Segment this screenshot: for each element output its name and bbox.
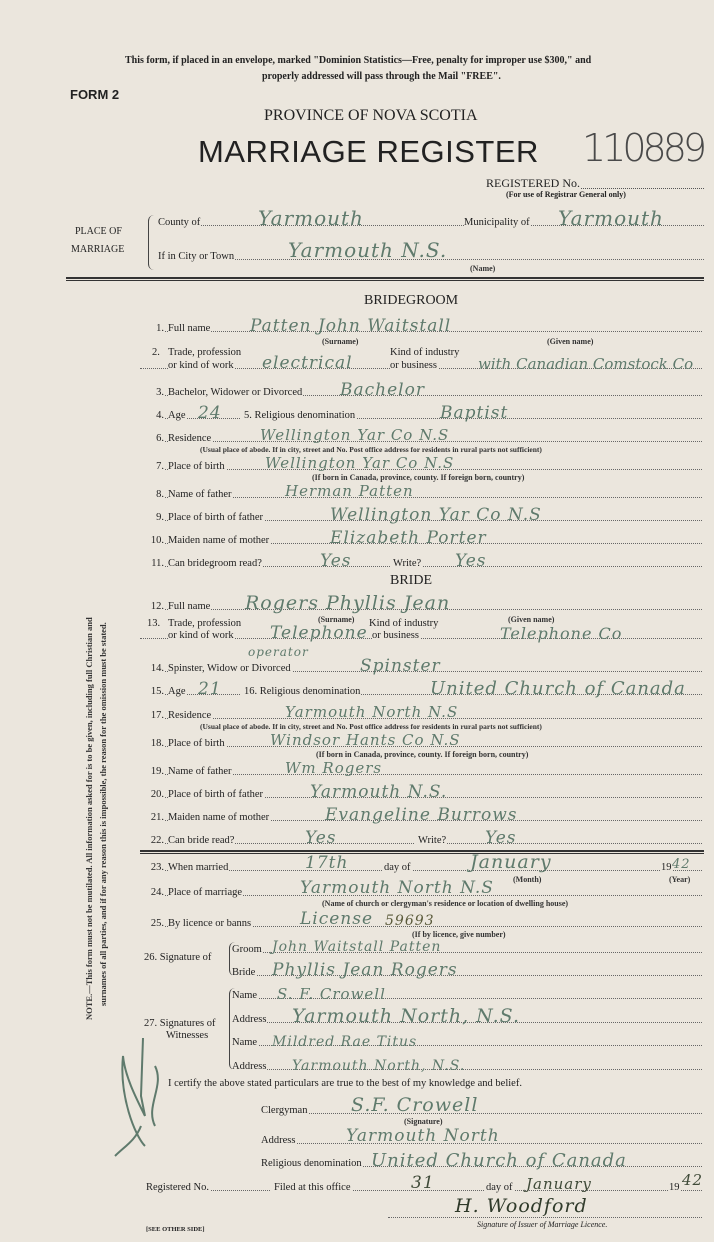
field-label: Trade, profession: [168, 618, 242, 629]
field-label: Spinster, Widow or Divorced: [168, 663, 291, 674]
row-number: 15.: [140, 686, 164, 697]
registered-number-line: [486, 174, 704, 189]
row-number: 14.: [140, 663, 164, 674]
groom-mother-value: Elizabeth Porter: [330, 528, 487, 548]
licence-value: License: [300, 909, 374, 929]
field-label: Address: [261, 1135, 296, 1146]
field-label: Address: [232, 1061, 267, 1072]
bride-father-value: Wm Rogers: [285, 759, 383, 777]
row-number: 19.: [140, 766, 164, 777]
row-number: 13.: [147, 618, 161, 629]
year-prefix: 19: [669, 1182, 680, 1193]
bride-signature-row: [232, 960, 702, 980]
bride-heading: BRIDE: [390, 573, 432, 588]
field-label: Trade, profession: [168, 347, 242, 358]
field-label: Place of birth: [168, 461, 225, 472]
groom-father-row: [140, 482, 702, 500]
groom-birthplace-value: Wellington Yar Co N.S: [265, 454, 455, 472]
city-caption: (Name): [470, 264, 496, 273]
row-number: 2.: [152, 347, 160, 358]
marriage-year-value: 42: [672, 857, 691, 872]
witness1-name-row: [232, 987, 702, 1001]
birth-caption: (If born in Canada, province, county. If foreign born, country): [316, 750, 529, 759]
field-label: Signatures of: [159, 1018, 216, 1029]
row-number: 17.: [140, 710, 164, 721]
witness2-name-value: Mildred Rae Titus: [272, 1034, 418, 1050]
field-label: Address: [232, 1014, 267, 1025]
bride-mother-value: Evangeline Burrows: [325, 805, 518, 825]
field-label: By licence or banns: [168, 918, 252, 929]
field-label: Write?: [415, 835, 447, 846]
field-label: Kind of industry: [390, 347, 460, 358]
field-label: Name: [232, 990, 258, 1001]
groom-age-row: [140, 403, 702, 423]
row-number: 10.: [140, 535, 164, 546]
clergyman-denomination-value: United Church of Canada: [371, 1150, 627, 1171]
bride-read-value: Yes: [305, 828, 337, 848]
field-label: Place of birth of father: [168, 789, 264, 800]
city-row: [158, 238, 704, 262]
field-label: Signature of: [159, 952, 212, 963]
row-number: 16.: [244, 686, 258, 697]
clergyman-row: [261, 1094, 702, 1116]
field-label: Registered No.: [146, 1182, 209, 1193]
row-number: 12.: [140, 601, 164, 612]
field-label: Age: [168, 410, 186, 421]
year-prefix: 19: [661, 862, 672, 873]
certification-statement: I certify the above stated particulars are true to the best of my knowledge and belief.: [168, 1078, 522, 1089]
bride-residence-value: Yarmouth North N.S: [285, 703, 459, 721]
licence-number-value: 59693: [385, 913, 435, 929]
filed-month-value: January: [526, 1175, 592, 1193]
field-label: [240, 686, 361, 697]
groom-trade-row: [140, 353, 702, 373]
row-number: 5.: [244, 410, 252, 421]
surname-caption: (Surname): [322, 337, 359, 346]
bride-father-birthplace-row: [140, 782, 702, 802]
groom-signature-row: [232, 941, 702, 955]
field-label: Full name: [168, 601, 211, 612]
witness2-name-row: [232, 1034, 702, 1048]
bride-father-row: [140, 759, 702, 777]
row-number: 23.: [140, 862, 164, 873]
field-label: Witnesses: [166, 1030, 209, 1041]
row-number: 25.: [140, 918, 164, 929]
clergyman-signature-value: S.F. Crowell: [351, 1094, 479, 1116]
field-label: Name of father: [168, 489, 232, 500]
clergyman-denomination-row: [261, 1150, 702, 1171]
when-married-row: [140, 851, 702, 873]
field-label: Kind of industry: [369, 618, 439, 629]
field-label: day of: [486, 1182, 513, 1193]
margin-initials-mark: [105, 1036, 185, 1166]
county-value: Yarmouth: [258, 206, 364, 230]
side-note-line2: surnames of all parties, and if for any reason this is impossible, the reason for the omission must be stated.: [98, 622, 108, 1006]
field-label: Filed at this office: [271, 1182, 352, 1193]
witness2-address-row: [232, 1058, 702, 1072]
witness1-address-row: [232, 1005, 702, 1027]
mail-notice-line2: properly addressed will pass through the Mail "FREE".: [262, 71, 501, 82]
field-label: Clergyman: [261, 1105, 308, 1116]
signature-caption: (Signature): [404, 1117, 443, 1126]
field-label: Religious denomination: [261, 1158, 362, 1169]
field-label: Religious denomination: [254, 410, 356, 421]
see-other-side-note: [SEE OTHER SIDE]: [146, 1226, 205, 1233]
bride-read-row: [140, 828, 702, 848]
groom-birthplace-row: [140, 454, 702, 472]
issuer-caption: Signature of Issuer of Marriage Licence.: [477, 1220, 608, 1229]
field-label: Write?: [390, 558, 422, 569]
bridegroom-heading: BRIDEGROOM: [364, 293, 459, 308]
signature-of-label: [144, 952, 211, 963]
city-value: Yarmouth N.S.: [288, 238, 448, 262]
field-label: or kind of work: [168, 630, 234, 641]
field-label: Age: [168, 686, 186, 697]
side-note-line1: NOTE.—This form must not be mutilated. All information asked for is to be given, including full Christian and: [84, 617, 94, 1020]
registrar-note: (For use of Registrar General only): [506, 190, 626, 199]
row-number: 11.: [140, 558, 164, 569]
field-label: Residence: [168, 433, 212, 444]
county-label: County of: [158, 217, 201, 228]
row-number: 21.: [140, 812, 164, 823]
witness1-name-value: S. F. Crowell: [277, 985, 386, 1003]
row-number: 4.: [140, 410, 164, 421]
groom-father-value: Herman Patten: [285, 482, 414, 500]
field-label: Can bridegroom read?: [168, 558, 262, 569]
bride-signature-value: Phyllis Jean Rogers: [272, 960, 458, 980]
place-of-marriage-label-2: MARRIAGE: [71, 244, 125, 255]
field-label: Place of marriage: [168, 887, 243, 898]
groom-write-value: Yes: [455, 551, 487, 571]
bride-mother-row: [140, 805, 702, 825]
field-label: Religious denomination: [259, 686, 361, 697]
groom-father-birthplace-value: Wellington Yar Co N.S: [330, 505, 542, 525]
place-caption: (Name of church or clergyman's residence or location of dwelling house): [322, 899, 569, 908]
bride-residence-row: [140, 703, 702, 721]
licence-caption: (If by licence, give number): [412, 930, 506, 939]
municipality-label: Municipality of: [464, 217, 530, 228]
groom-full-name-value: Patten John Waitstall: [250, 316, 452, 336]
bride-birthplace-row: [140, 731, 702, 749]
groom-read-row: [140, 551, 702, 571]
groom-residence-value: Wellington Yar Co N.S: [260, 426, 450, 444]
residence-caption: (Usual place of abode. If in city, street and No. Post office address for residents in rural parts not sufficient): [200, 445, 542, 454]
row-number: 24.: [140, 887, 164, 898]
registered-number-label: REGISTERED No.: [486, 176, 580, 190]
field-label: Maiden name of mother: [168, 535, 270, 546]
bride-trade-value-2: operator: [248, 645, 309, 659]
form-number: FORM 2: [70, 87, 120, 102]
groom-trade-value: electrical: [262, 353, 353, 373]
field-label: Name of father: [168, 766, 232, 777]
groom-age-value: 24: [198, 403, 222, 423]
registered-number-value: 110889: [582, 126, 704, 170]
bride-write-value: Yes: [485, 828, 517, 848]
clergyman-address-value: Yarmouth North: [346, 1126, 500, 1146]
field-label: Place of birth: [168, 738, 225, 749]
given-name-caption: (Given name): [508, 615, 555, 624]
bride-trade-value: Telephone: [270, 623, 368, 643]
groom-status-value: Bachelor: [340, 380, 425, 400]
divider: [140, 850, 704, 854]
row-number: 8.: [140, 489, 164, 500]
field-label: Name: [232, 1037, 258, 1048]
row-number: 22.: [140, 835, 164, 846]
bride-full-name-row: [140, 592, 702, 614]
witness1-address-value: Yarmouth North, N.S.: [292, 1005, 521, 1027]
month-caption: (Month): [513, 875, 542, 884]
field-label: or business: [372, 630, 419, 641]
licence-row: [140, 909, 702, 929]
row-number: 3.: [140, 387, 164, 398]
bride-age-value: 21: [198, 679, 222, 699]
place-brace: [148, 215, 155, 270]
bride-birthplace-value: Windsor Hants Co N.S: [270, 731, 461, 749]
row-number: 1.: [140, 323, 164, 334]
bride-status-row: [140, 656, 702, 676]
field-label: Can bride read?: [168, 835, 235, 846]
field-label: Maiden name of mother: [168, 812, 270, 823]
row-number: 27.: [144, 1018, 158, 1029]
surname-caption: (Surname): [318, 615, 355, 624]
place-of-marriage-value: Yarmouth North N.S: [300, 878, 494, 898]
field-label: Full name: [168, 323, 211, 334]
field-label: or business: [390, 360, 437, 371]
field-label: Groom: [232, 944, 262, 955]
row-number: 26.: [144, 952, 158, 963]
witnesses-label: [144, 1018, 215, 1029]
bride-industry-value: Telephone Co: [500, 624, 623, 643]
field-label: [240, 410, 356, 421]
witness2-address-value: Yarmouth North, N.S.: [292, 1058, 466, 1074]
field-label: Place of birth of father: [168, 512, 264, 523]
field-label: Bride: [232, 967, 256, 978]
groom-read-value: Yes: [320, 551, 352, 571]
marriage-month-value: January: [470, 851, 552, 873]
bride-age-row: [140, 678, 702, 699]
groom-signature-value: John Waitstall Patten: [272, 939, 442, 955]
field-label: day of: [384, 862, 411, 873]
row-number: 18.: [140, 738, 164, 749]
marriage-day-value: 17th: [305, 853, 349, 873]
bride-full-name-value: Rogers Phyllis Jean: [245, 592, 451, 614]
filing-row: [146, 1171, 704, 1193]
place-of-marriage-label-1: PLACE OF: [75, 226, 122, 237]
divider: [66, 277, 704, 281]
groom-status-row: [140, 380, 702, 400]
row-number: 9.: [140, 512, 164, 523]
page-title: MARRIAGE REGISTER: [198, 134, 539, 169]
row-number: 20.: [140, 789, 164, 800]
groom-industry-value: with Canadian Comstock Co: [478, 355, 694, 373]
groom-full-name-row: [140, 316, 702, 336]
field-label: When married: [168, 862, 229, 873]
field-label: Residence: [168, 710, 212, 721]
bride-denomination-value: United Church of Canada: [430, 678, 686, 699]
province-heading: PROVINCE OF NOVA SCOTIA: [264, 107, 478, 124]
county-row: [158, 206, 704, 230]
field-label: or kind of work: [168, 360, 234, 371]
groom-denomination-value: Baptist: [440, 403, 509, 423]
row-number: 7.: [140, 461, 164, 472]
city-label: If in City or Town: [158, 251, 235, 262]
birth-caption: (If born in Canada, province, county. If foreign born, country): [312, 473, 525, 482]
filed-day-value: 31: [411, 1173, 435, 1193]
bride-status-value: Spinster: [360, 656, 441, 676]
year-caption: (Year): [669, 875, 691, 884]
groom-residence-row: [140, 426, 702, 444]
bride-father-birthplace-value: Yarmouth N.S.: [310, 782, 448, 802]
given-name-caption: (Given name): [547, 337, 594, 346]
filed-year-value: 42: [682, 1171, 704, 1189]
groom-father-birthplace-row: [140, 505, 702, 525]
mail-notice-line1: This form, if placed in an envelope, marked "Dominion Statistics—Free, penalty for improper use $300," and: [125, 55, 592, 66]
issuer-signature-value: H. Woodford: [455, 1195, 588, 1217]
clergyman-address-row: [261, 1126, 702, 1146]
groom-mother-row: [140, 528, 702, 548]
field-label: Bachelor, Widower or Divorced: [168, 387, 303, 398]
residence-caption: (Usual place of abode. If in city, street and No. Post office address for residents in rural parts not sufficient): [200, 722, 542, 731]
municipality-value: Yarmouth: [558, 206, 664, 230]
row-number: 6.: [140, 433, 164, 444]
